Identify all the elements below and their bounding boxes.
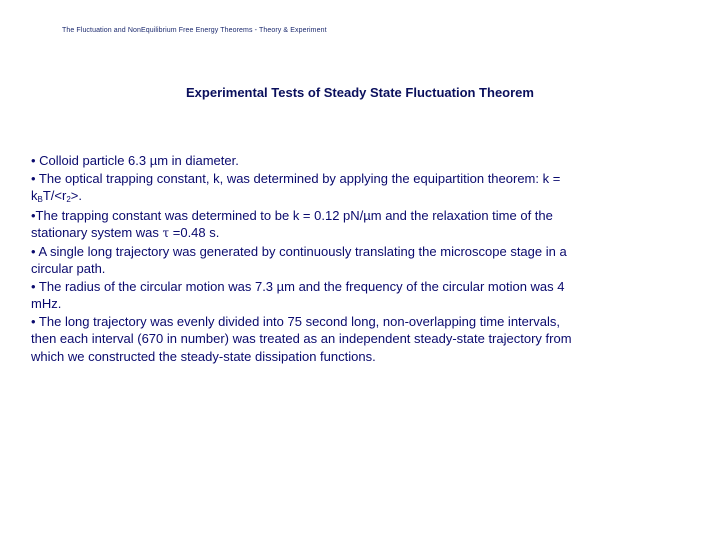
formula-kbt bbox=[31, 187, 631, 207]
bullet-trapping-value: •The trapping constant was determined to be k = 0.12 pN/µm and the relaxation time of the bbox=[31, 207, 553, 223]
intervals-conclusion: which we constructed the steady-state dissipation functions. bbox=[31, 348, 376, 364]
kb-end: >. bbox=[70, 188, 82, 203]
bullet-radius-frequency: • The radius of the circular motion was 7.3 µm and the frequency of the circular motion was 4 bbox=[31, 278, 565, 294]
slide-header: The Fluctuation and NonEquilibrium Free Energy Theorems - Theory & Experiment bbox=[62, 27, 327, 34]
tau-prefix: stationary system was bbox=[31, 225, 163, 240]
tau-value: =0.48 s. bbox=[169, 225, 220, 240]
kb-subscript: B bbox=[37, 195, 43, 204]
bullet-trapping-constant: • The optical trapping constant, k, was determined by applying the equipartition theorem: k = bbox=[31, 170, 561, 186]
r-exponent: 2 bbox=[66, 195, 71, 204]
tau-symbol: τ bbox=[162, 226, 170, 240]
kb-rest: T/<r bbox=[42, 188, 67, 203]
bullet-trajectory: • A single long trajectory was generated by continuously translating the microscope stage in a bbox=[31, 243, 567, 259]
intervals-continuation: then each interval (670 in number) was treated as an independent steady-state trajectory from bbox=[31, 331, 572, 346]
bullet-list bbox=[31, 152, 631, 365]
kb-symbol: k bbox=[31, 188, 38, 203]
bullet-intervals: • The long trajectory was evenly divided into 75 second long, non-overlapping time intervals, bbox=[31, 313, 560, 329]
relaxation-time-line bbox=[31, 224, 631, 243]
slide-title: Experimental Tests of Steady State Fluctuation Theorem bbox=[186, 85, 534, 100]
trajectory-continuation: circular path. bbox=[31, 261, 106, 276]
bullet-colloid-size: • Colloid particle 6.3 µm in diameter. bbox=[31, 153, 239, 168]
frequency-unit-line: mHz. bbox=[31, 296, 62, 311]
